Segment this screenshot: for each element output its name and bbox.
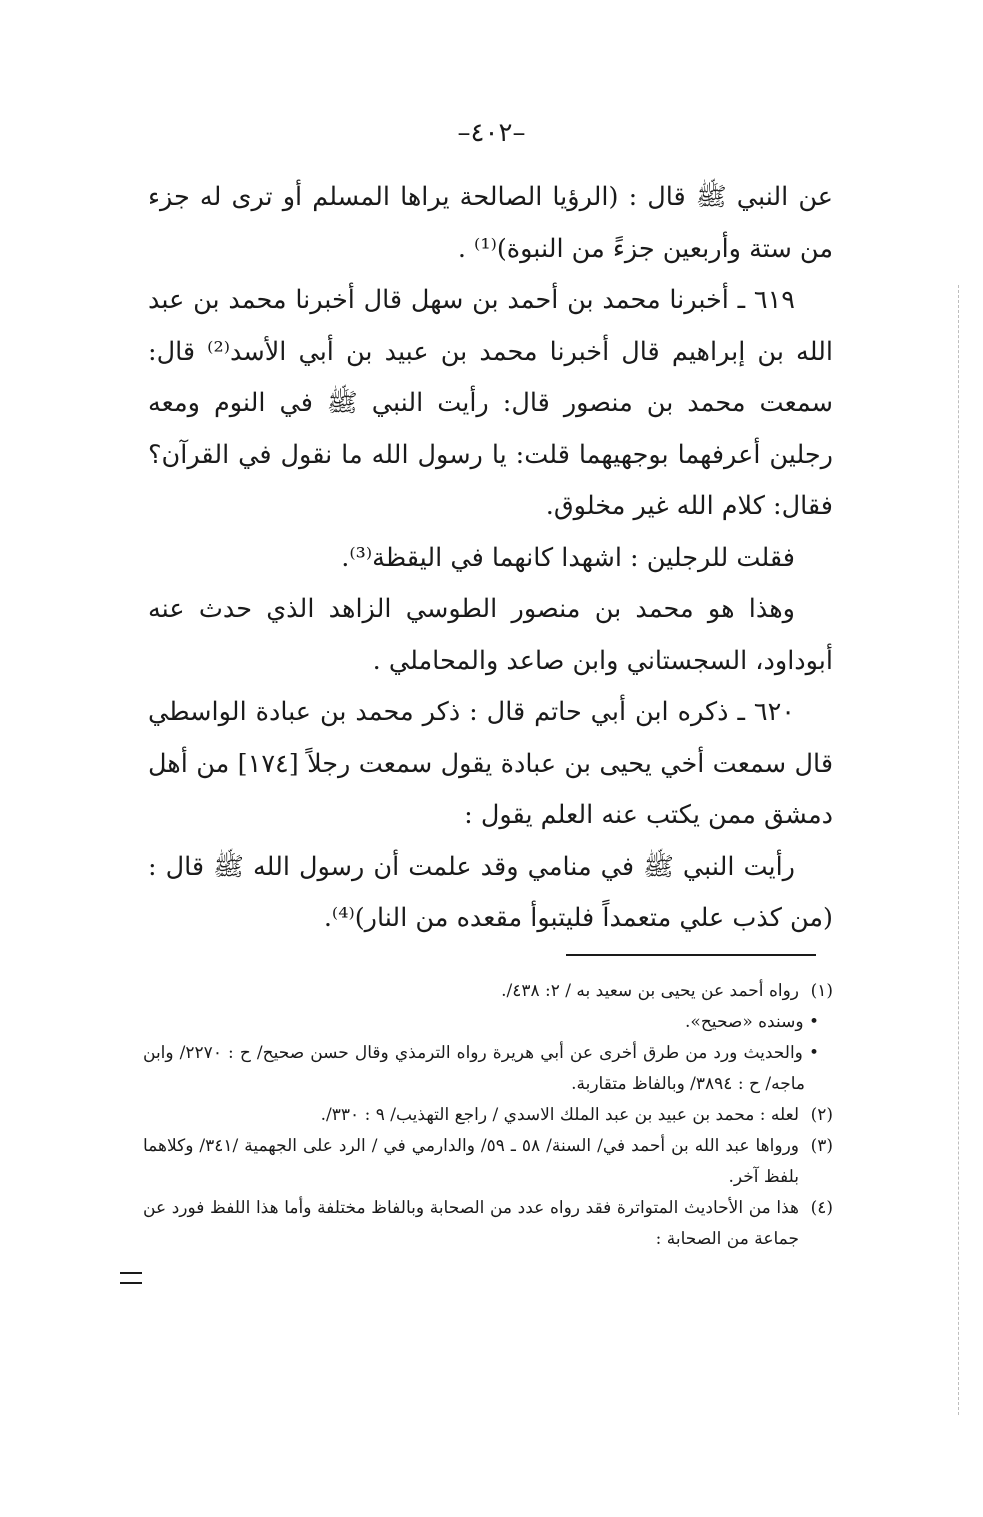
paragraph: عن النبي ﷺ قال : (الرؤيا الصالحة يراها المسلم أو ترى له جزء من ستة وأربعين جزءً من النبوة)⁽¹⁾ . — [148, 182, 833, 264]
footnote-3 — [143, 1131, 833, 1193]
footnote-1-note: • وسنده «صحيح». — [685, 1012, 819, 1032]
footnote-2 — [143, 1100, 833, 1131]
paragraph: رأيت النبي ﷺ في منامي وقد علمت أن رسول الله ﷺ قال : (من كذب علي متعمداً فليتبوأ مقعده من النار)⁽⁴⁾. — [148, 851, 833, 933]
paragraph-hadith-620: ٦٢٠ ـ ذكره ابن أبي حاتم قال : ذكر محمد بن عبادة الواسطي قال سمعت أخي يحيى بن عبادة يقول سمعت رجلاً [١٧٤] من أهل دمشق ممن يكتب عنه العلم يقول : — [148, 697, 834, 830]
footnote-number: (٢) — [810, 1105, 833, 1125]
main-text — [148, 172, 833, 945]
footnote-text: رواه أحمد عن يحيى بن سعيد به / ٢: ٤٣٨/. — [501, 981, 799, 1001]
footnote-separator — [566, 954, 816, 956]
footnote-1-note: • والحديث ورد من طرق أخرى عن أبي هريرة رواه الترمذي وقال حسن صحيح/ ح : ٢٢٧٠/ وابن ماجه/ ح : ٣٨٩٤/ وبالفاظ متقاربة. — [143, 1043, 819, 1094]
footnote-text: هذا من الأحاديث المتواترة فقد رواه عدد من الصحابة وبالفاظ مختلفة وأما هذا اللفظ فورد عن جماعة من الصحابة : — [143, 1198, 799, 1249]
paragraph: وهذا هو محمد بن منصور الطوسي الزاهد الذي حدث عنه أبوداود، السجستاني وابن صاعد والمحاملي . — [148, 594, 833, 676]
footnote-number: (٤) — [810, 1198, 833, 1218]
footnote-4 — [143, 1193, 833, 1255]
scan-margin-line — [958, 285, 959, 1415]
paragraph-hadith-619: ٦١٩ ـ أخبرنا محمد بن أحمد بن سهل قال أخبرنا محمد بن عبد الله بن إبراهيم قال أخبرنا محمد بن عبيد بن أبي الأسد⁽²⁾ قال: سمعت محمد بن منصور قال: رأيت النبي ﷺ في النوم ومعه رجلين أعرفهما بوجهيهما قلت: يا رسول الله ما نقول في القرآن؟ فقال: كلام الله غير مخلوق. — [148, 285, 833, 521]
footnote-number: (١) — [810, 981, 833, 1001]
footnote-text: لعله : محمد بن عبيد بن عبد الملك الاسدي / راجع التهذيب/ ٩ : ٣٣٠/. — [320, 1105, 799, 1125]
footnote-1 — [143, 976, 833, 1007]
page-number: –٤٠٢– — [457, 118, 526, 148]
paragraph: فقلت للرجلين : اشهدا كانهما في اليقظة⁽³⁾. — [341, 542, 795, 573]
footnote-number: (٣) — [810, 1136, 833, 1156]
footnote-text: ورواها عبد الله بن أحمد في/ السنة/ ٥٨ ـ ٥٩/ والدارمي في / الرد على الجهمية /٣٤١/ وكلاهما بلفظ آخر. — [143, 1136, 799, 1187]
footnotes — [143, 976, 833, 1255]
continuation-mark — [120, 1272, 142, 1284]
